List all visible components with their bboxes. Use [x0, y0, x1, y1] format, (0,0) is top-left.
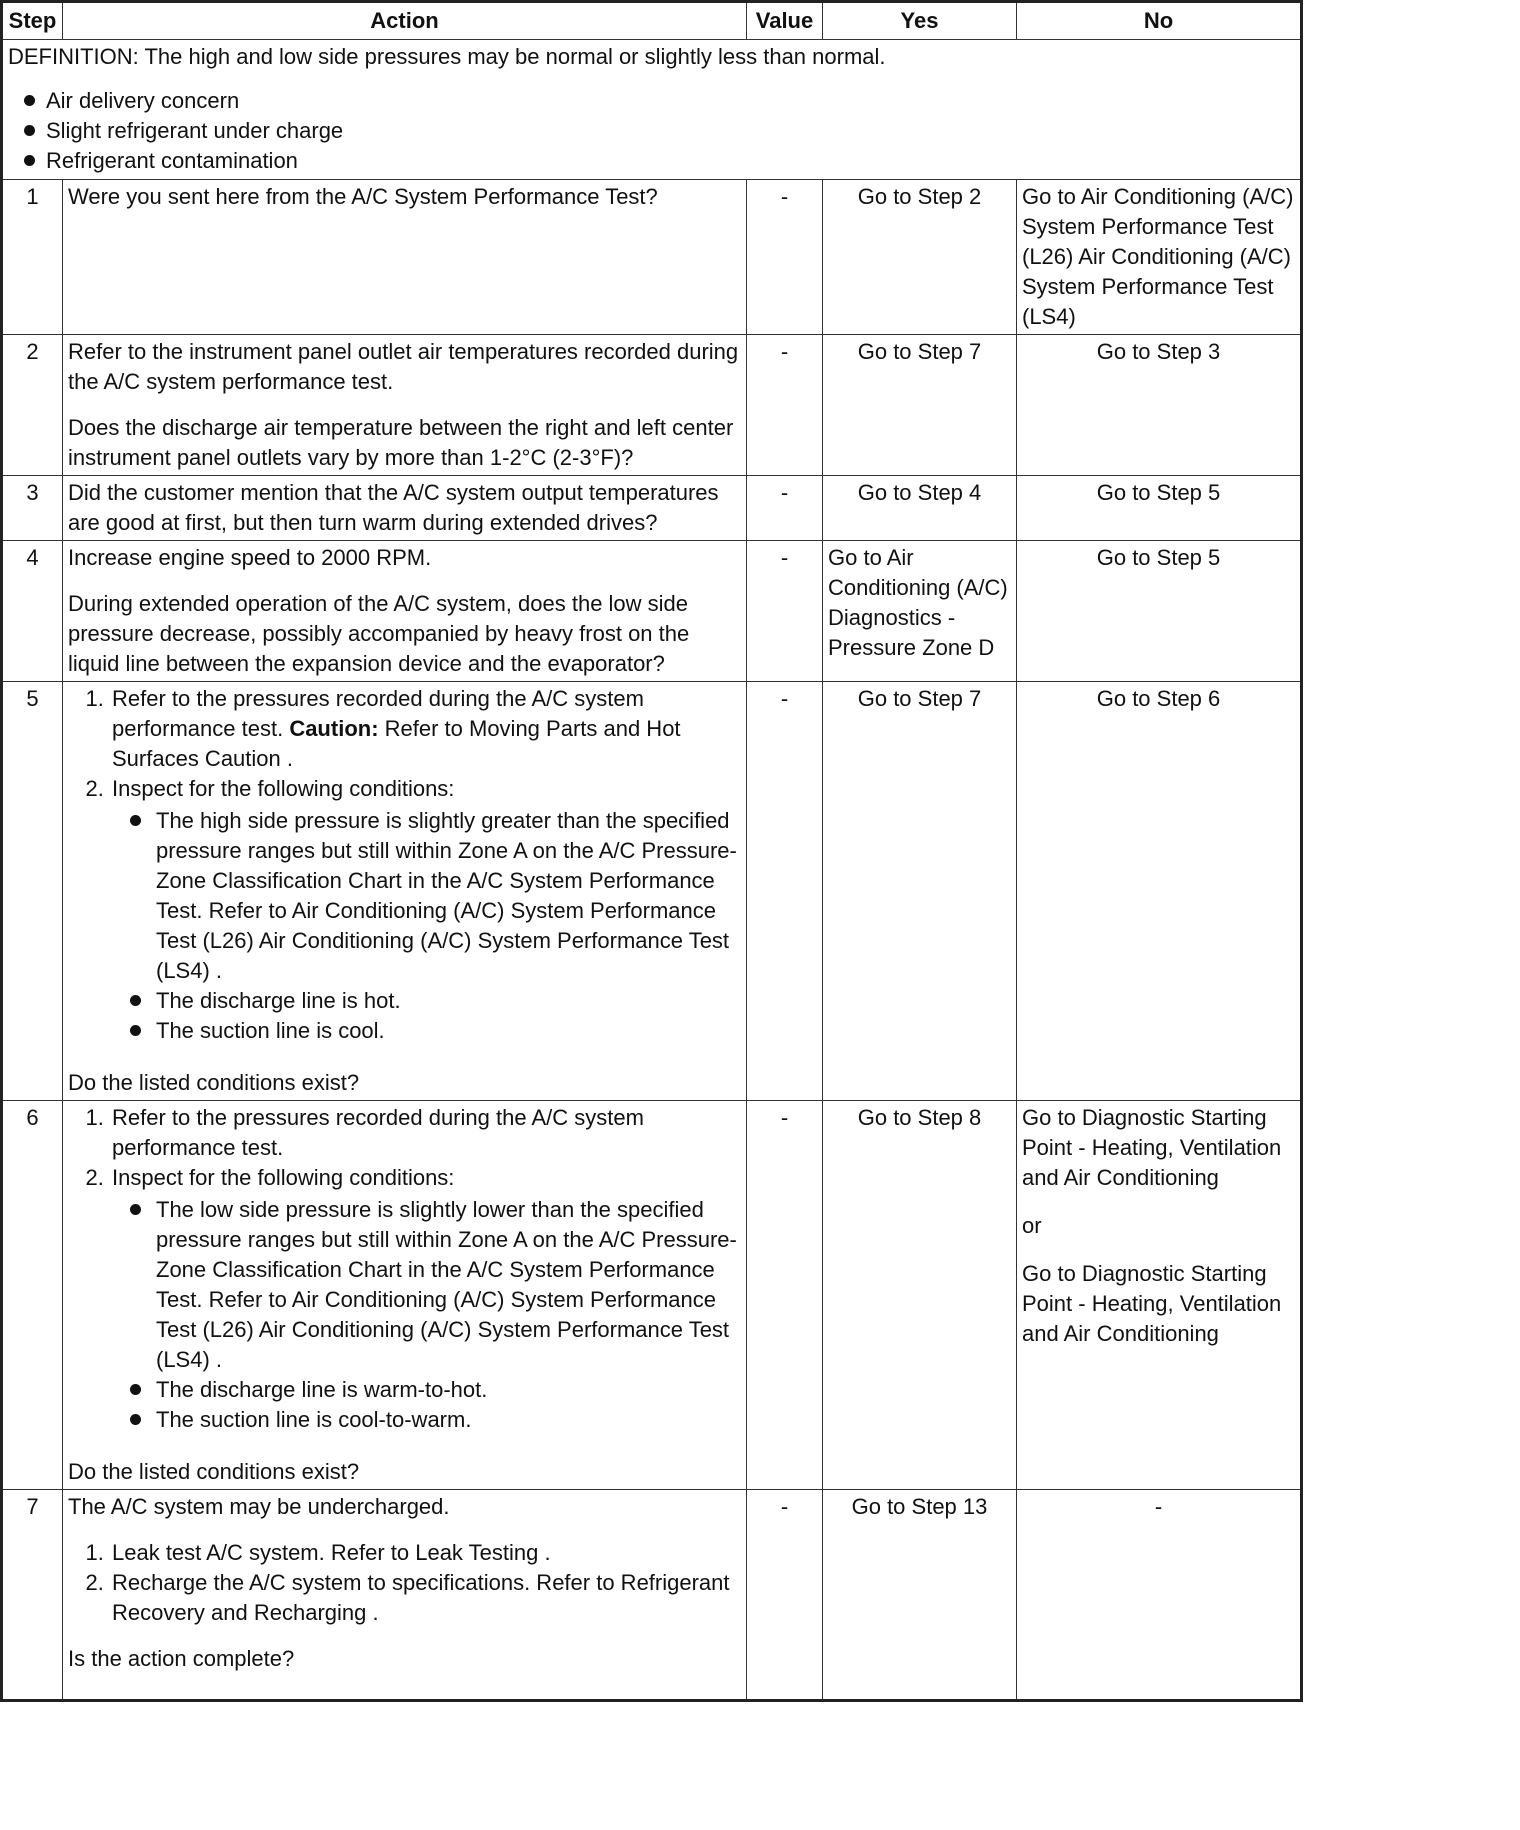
header-no: No: [1017, 2, 1302, 40]
value-cell: -: [747, 335, 823, 476]
action-steps: [68, 1538, 741, 1628]
action-question: During extended operation of the A/C system, does the low side pressure decrease, possibly accompanied by heavy frost on the liquid line between the expansion device and the evaporator?: [68, 591, 690, 676]
action-cell: [63, 541, 747, 682]
yes-cell: Go to Step 2: [823, 180, 1017, 335]
action-cell: [63, 335, 747, 476]
step-number: 5: [2, 682, 63, 1101]
action-text: Increase engine speed to 2000 RPM.: [68, 545, 432, 570]
yes-cell: Go to Step 7: [823, 335, 1017, 476]
definition-row: [2, 40, 1302, 180]
action-cell: [63, 1101, 747, 1490]
table-row: [2, 682, 1302, 1101]
condition-item: The low side pressure is slightly lower than the specified pressure ranges but still within Zone A on the A/C Pressure-Zone Classification Chart in the A/C System Performance Test. Refer to Air Conditioning (A/C) System Performance Test (L26) Air Conditioning (A/C) System Performance Test (LS4) .: [130, 1195, 741, 1375]
header-value: Value: [747, 2, 823, 40]
no-link[interactable]: Go to Diagnostic Starting Point - Heating, Ventilation and Air Conditioning: [1022, 1261, 1282, 1346]
definition-item: Refrigerant contamination: [24, 146, 1295, 176]
no-link[interactable]: Go to Air Conditioning (A/C) System Performance Test (L26) Air Conditioning (A/C) System Performance Test (LS4): [1022, 184, 1294, 329]
definition-list: [8, 86, 1295, 176]
no-cell: Go to Step 6: [1017, 682, 1302, 1101]
value-cell: -: [747, 541, 823, 682]
header-step: Step: [2, 2, 63, 40]
step-number: 4: [2, 541, 63, 682]
step-number: 3: [2, 476, 63, 541]
action-step: 1. Refer to the pressures recorded during the A/C system performance test.: [110, 1103, 741, 1163]
yes-cell: Go to Step 8: [823, 1101, 1017, 1490]
no-cell: [1017, 180, 1302, 335]
condition-item: The suction line is cool-to-warm.: [130, 1405, 741, 1435]
table-row: [2, 541, 1302, 682]
condition-item: The discharge line is hot.: [130, 986, 741, 1016]
table-row: [2, 180, 1302, 335]
value-cell: -: [747, 476, 823, 541]
condition-item: The discharge line is warm-to-hot.: [130, 1375, 741, 1405]
table-row: [2, 1101, 1302, 1490]
header-yes: Yes: [823, 2, 1017, 40]
header-action: Action: [63, 2, 747, 40]
table-row: [2, 1490, 1302, 1701]
action-cell: Were you sent here from the A/C System Performance Test?: [63, 180, 747, 335]
header-row: [2, 2, 1302, 40]
definition-item: Slight refrigerant under charge: [24, 116, 1295, 146]
caution-label: Caution:: [289, 716, 379, 741]
yes-cell: Go to Air Conditioning (A/C) Diagnostics - Pressure Zone D: [823, 541, 1017, 682]
value-cell: -: [747, 1490, 823, 1701]
definition-item: Air delivery concern: [24, 86, 1295, 116]
table-row: [2, 476, 1302, 541]
no-or: or: [1022, 1213, 1042, 1238]
condition-list: [112, 1195, 741, 1435]
yes-cell: Go to Step 13: [823, 1490, 1017, 1701]
action-step: 2. Inspect for the following conditions: The high side pressure is slightly greater than the specified pressure ranges but still within Zone A on the A/C Pressure-Zone Classification Chart in the A/C System Performance Test. Refer to Air Conditioning (A/C) System Performance Test (L26) Air Conditioning (A/C) System Performance Test (LS4) . The discharge line is hot. The suction line is cool.: [110, 774, 741, 1046]
no-cell: [1017, 1101, 1302, 1490]
action-question: Does the discharge air temperature between the right and left center instrument panel outlets vary by more than 1-2°C (2-3°F)?: [68, 415, 734, 470]
action-text: The A/C system may be undercharged.: [68, 1494, 450, 1519]
condition-item: The suction line is cool.: [130, 1016, 741, 1046]
no-link[interactable]: Go to Diagnostic Starting Point - Heating, Ventilation and Air Conditioning: [1022, 1105, 1282, 1190]
no-cell: Go to Step 5: [1017, 476, 1302, 541]
definition-text: DEFINITION: The high and low side pressures may be normal or slightly less than normal.: [8, 44, 886, 69]
action-cell: Did the customer mention that the A/C system output temperatures are good at first, but then turn warm during extended drives?: [63, 476, 747, 541]
action-question: Is the action complete?: [68, 1646, 295, 1671]
no-cell: -: [1017, 1490, 1302, 1701]
step-number: 6: [2, 1101, 63, 1490]
yes-cell: Go to Step 4: [823, 476, 1017, 541]
action-steps: [68, 684, 741, 1046]
action-step: 1. Refer to the pressures recorded during the A/C system performance test. Caution: Refer to Moving Parts and Hot Surfaces Caution .: [110, 684, 741, 774]
action-text: Refer to the instrument panel outlet air temperatures recorded during the A/C system performance test.: [68, 339, 739, 394]
action-cell: [63, 682, 747, 1101]
condition-list: [112, 806, 741, 1046]
definition-cell: [2, 40, 1302, 180]
step-number: 2: [2, 335, 63, 476]
step-number: 1: [2, 180, 63, 335]
condition-item: The high side pressure is slightly greater than the specified pressure ranges but still within Zone A on the A/C Pressure-Zone Classification Chart in the A/C System Performance Test. Refer to Air Conditioning (A/C) System Performance Test (L26) Air Conditioning (A/C) System Performance Test (LS4) .: [130, 806, 741, 986]
action-step: 2. Inspect for the following conditions: The low side pressure is slightly lower than the specified pressure ranges but still within Zone A on the A/C Pressure-Zone Classification Chart in the A/C System Performance Test. Refer to Air Conditioning (A/C) System Performance Test (L26) Air Conditioning (A/C) System Performance Test (LS4) . The discharge line is warm-to-hot. The suction line is cool-to-warm.: [110, 1163, 741, 1435]
value-cell: -: [747, 180, 823, 335]
action-step: 2. Recharge the A/C system to specifications. Refer to Refrigerant Recovery and Recharging .: [110, 1568, 741, 1628]
action-steps: [68, 1103, 741, 1435]
value-cell: -: [747, 682, 823, 1101]
action-cell: [63, 1490, 747, 1701]
action-question: Do the listed conditions exist?: [68, 1459, 360, 1484]
no-cell: Go to Step 3: [1017, 335, 1302, 476]
value-cell: -: [747, 1101, 823, 1490]
action-question: Do the listed conditions exist?: [68, 1070, 360, 1095]
action-step: 1. Leak test A/C system. Refer to Leak Testing .: [110, 1538, 741, 1568]
table-row: [2, 335, 1302, 476]
step-number: 7: [2, 1490, 63, 1701]
yes-cell: Go to Step 7: [823, 682, 1017, 1101]
no-cell: Go to Step 5: [1017, 541, 1302, 682]
